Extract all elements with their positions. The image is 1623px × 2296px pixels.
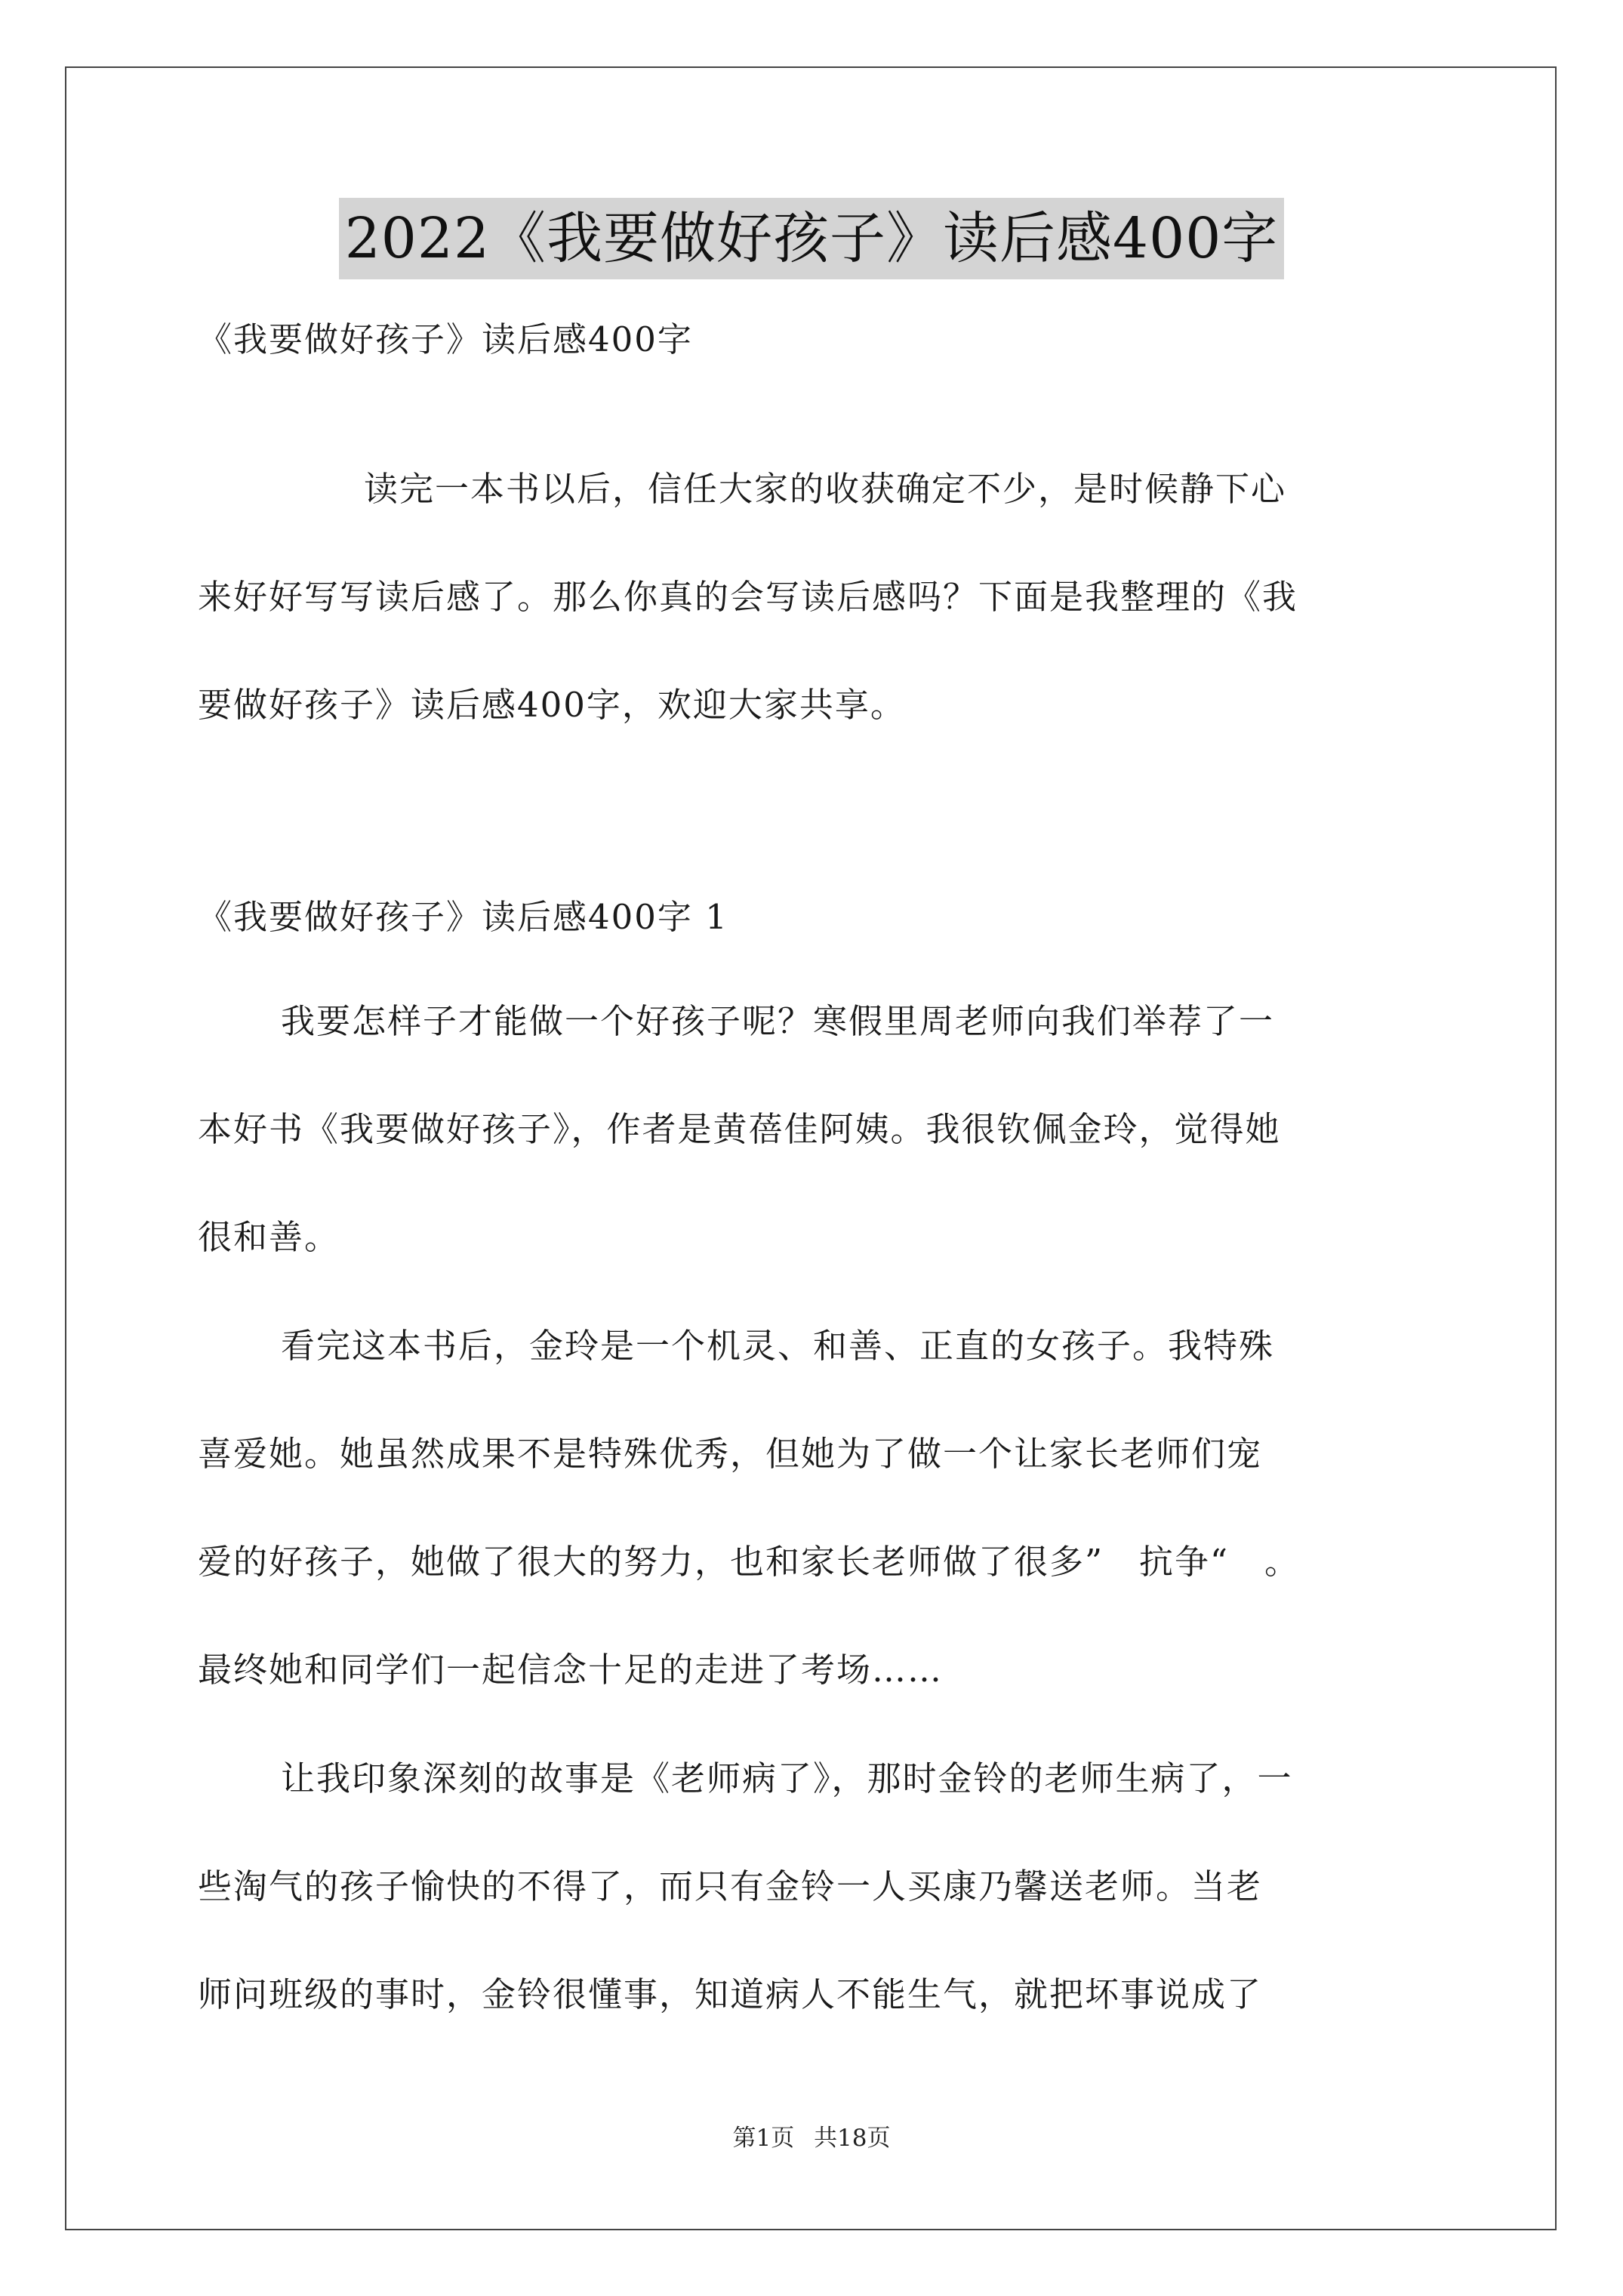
- intro-line-1: 读完一本书以后，信任大家的收获确定不少，是时候静下心: [364, 469, 1287, 509]
- page-number-current: 第1页: [732, 2125, 795, 2152]
- paragraph2-line-3: 爱的好孩子，她做了很大的努力，也和家长老师做了很多” 抗争“ 。: [198, 1542, 1301, 1582]
- paragraph1-line-3: 很和善。: [198, 1217, 340, 1257]
- paragraph3-line-1: 让我印象深刻的故事是《老师病了》，那时金铃的老师生病了，一: [281, 1758, 1293, 1798]
- title-container: [0, 198, 1623, 279]
- paragraph3-line-2: 些淘气的孩子愉快的不得了，而只有金铃一人买康乃馨送老师。当老: [198, 1866, 1263, 1906]
- paragraph1-line-2: 本好书《我要做好孩子》，作者是黄蓓佳阿姨。我很钦佩金玲，觉得她: [198, 1109, 1281, 1149]
- intro-line-2: 来好好写写读后感了。那么你真的会写读后感吗？下面是我整理的《我: [198, 577, 1298, 617]
- paragraph1-line-1: 我要怎样子才能做一个好孩子呢？寒假里周老师向我们举荐了一: [281, 1001, 1275, 1041]
- section-heading: 《我要做好孩子》读后感400字 1: [198, 897, 728, 937]
- document-title: 2022《我要做好孩子》读后感400字: [339, 198, 1285, 279]
- paragraph3-line-3: 师问班级的事时，金铃很懂事，知道病人不能生气，就把坏事说成了: [198, 1974, 1263, 2014]
- document-subtitle: 《我要做好孩子》读后感400字: [198, 319, 693, 359]
- paragraph2-line-2: 喜爱她。她虽然成果不是特殊优秀，但她为了做一个让家长老师们宠: [198, 1434, 1263, 1474]
- paragraph2-line-1: 看完这本书后，金玲是一个机灵、和善、正直的女孩子。我特殊: [281, 1326, 1275, 1366]
- intro-line-3: 要做好孩子》读后感400字，欢迎大家共享。: [198, 685, 906, 725]
- page-footer: [0, 2123, 1623, 2153]
- page-number-total: 共18页: [814, 2125, 891, 2152]
- paragraph2-line-4: 最终她和同学们一起信念十足的走进了考场……: [198, 1650, 944, 1690]
